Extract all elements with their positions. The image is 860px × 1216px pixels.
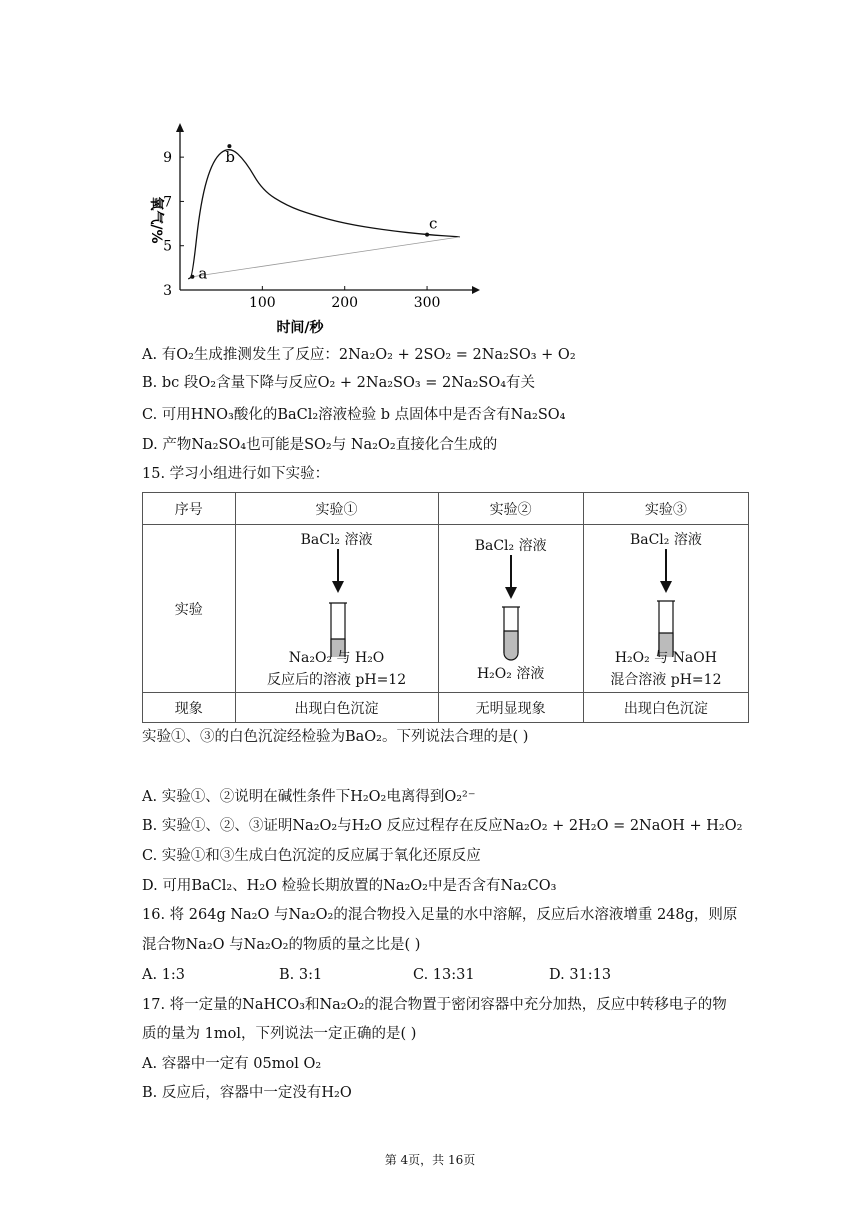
reference-line (192, 237, 460, 277)
exp2-top-label: BaCl₂ 溶液 (474, 538, 547, 554)
exp1-bottom-label-2: 反应后的溶液 pH=12 (266, 672, 407, 688)
chart-series (188, 150, 460, 279)
q14-option-c: C. 可用HNO₃酸化的BaCl₂溶液检验 b 点固体中是否含有Na₂SO₄ (142, 407, 566, 423)
x-tick-label: 100 (248, 295, 276, 311)
q14-option-d: D. 产物Na₂SO₄也可能是SO₂与 Na₂O₂直接化合生成的 (142, 437, 498, 453)
table-header-row (143, 493, 749, 525)
table-experiment-row (143, 525, 749, 693)
experiment-table (142, 492, 749, 723)
exp2-cell (438, 525, 583, 693)
exp3-cell (583, 525, 748, 693)
row-label-experiment: 实验 (143, 525, 236, 693)
point-label-b: b (225, 148, 236, 167)
series-line (188, 150, 460, 279)
exp1-tube-diagram (318, 547, 358, 657)
q16-option-d: D. 31:13 (549, 967, 612, 983)
exp3-phenomenon: 出现白色沉淀 (583, 693, 748, 723)
x-axis-arrow (472, 286, 480, 294)
q17-line-2: 质的量为 1mol，下列说法一定正确的是( ) (142, 1026, 417, 1042)
q16-option-a: A. 1:3 (142, 967, 186, 983)
q14-option-a: A. 有O₂生成推测发生了反应：2Na₂O₂ + 2SO₂ = 2Na₂SO₃ + O₂ (142, 347, 576, 363)
point-label-c: c (429, 214, 438, 233)
exp1-bottom-label-1: Na₂O₂ 与 H₂O (288, 650, 385, 666)
x-tick-label: 300 (413, 295, 441, 311)
oxygen-time-chart (140, 120, 480, 340)
exp3-tube-diagram (646, 547, 686, 657)
q15-stem: 15. 学习小组进行如下实验： (142, 466, 330, 482)
exp3-bottom-label-2: 混合溶液 pH=12 (610, 672, 722, 688)
exp2-tube-diagram (491, 553, 531, 663)
y-tick-label: 9 (163, 150, 172, 167)
chart-axes (176, 123, 480, 294)
exp2-bottom-label: H₂O₂ 溶液 (476, 666, 545, 682)
q16-option-c: C. 13:31 (413, 967, 475, 983)
exp1-top-label: BaCl₂ 溶液 (300, 532, 373, 548)
y-axis-label: 氧气/% (148, 196, 164, 244)
x-axis-label: 时间/秒 (276, 320, 324, 336)
exp1-phenomenon: 出现白色沉淀 (235, 693, 438, 723)
y-tick-label: 7 (163, 194, 172, 211)
chart-points (190, 144, 437, 283)
header-index: 序号 (143, 493, 236, 525)
q16-line-1: 16. 将 264g Na₂O 与Na₂O₂的混合物投入足量的水中溶解，反应后水溶液增重 248g，则原 (142, 907, 738, 923)
q15-option-c: C. 实验①和③生成白色沉淀的反应属于氧化还原反应 (142, 848, 481, 864)
point-a (190, 275, 194, 279)
page-footer: 第 4页，共 16页 (384, 1153, 476, 1167)
exp2-phenomenon: 无明显现象 (438, 693, 583, 723)
q17-option-b: B. 反应后，容器中一定没有H₂O (142, 1085, 352, 1101)
q17-option-a: A. 容器中一定有 05mol O₂ (142, 1056, 322, 1072)
q15-option-b: B. 实验①、②、③证明Na₂O₂与H₂O 反应过程存在反应Na₂O₂ + 2H₂O = 2NaOH + H₂O₂ (142, 818, 743, 834)
header-exp2: 实验② (438, 493, 583, 525)
exp3-bottom-label-1: H₂O₂ 与 NaOH (614, 650, 717, 666)
x-tick-label: 200 (331, 295, 359, 311)
header-exp3: 实验③ (583, 493, 748, 525)
point-label-a: a (198, 264, 208, 283)
y-tick-label: 3 (163, 283, 172, 299)
q15-option-a: A. 实验①、②说明在碱性条件下H₂O₂电离得到O₂²⁻ (142, 789, 476, 805)
y-tick-label: 5 (163, 238, 172, 255)
q14-option-b: B. bc 段O₂含量下降与反应O₂ + 2Na₂SO₃ = 2Na₂SO₄有关 (142, 375, 536, 391)
header-exp1: 实验① (235, 493, 438, 525)
row-label-phenomenon: 现象 (143, 693, 236, 723)
chart-ticks (148, 150, 440, 336)
y-axis-arrow (176, 123, 184, 132)
point-c (425, 233, 429, 237)
q15-after-text: 实验①、③的白色沉淀经检验为BaO₂。下列说法合理的是( ) (142, 729, 529, 745)
q16-line-2: 混合物Na₂O 与Na₂O₂的物质的量之比是( ) (142, 937, 421, 953)
q15-option-d: D. 可用BaCl₂、H₂O 检验长期放置的Na₂O₂中是否含有Na₂CO₃ (142, 878, 557, 894)
q16-option-b: B. 3:1 (279, 967, 323, 983)
table-phenomenon-row (143, 693, 749, 723)
exp3-top-label: BaCl₂ 溶液 (629, 532, 702, 548)
q17-line-1: 17. 将一定量的NaHCO₃和Na₂O₂的混合物置于密闭容器中充分加热，反应中转移电子的物 (142, 997, 727, 1013)
exp1-cell (235, 525, 438, 693)
